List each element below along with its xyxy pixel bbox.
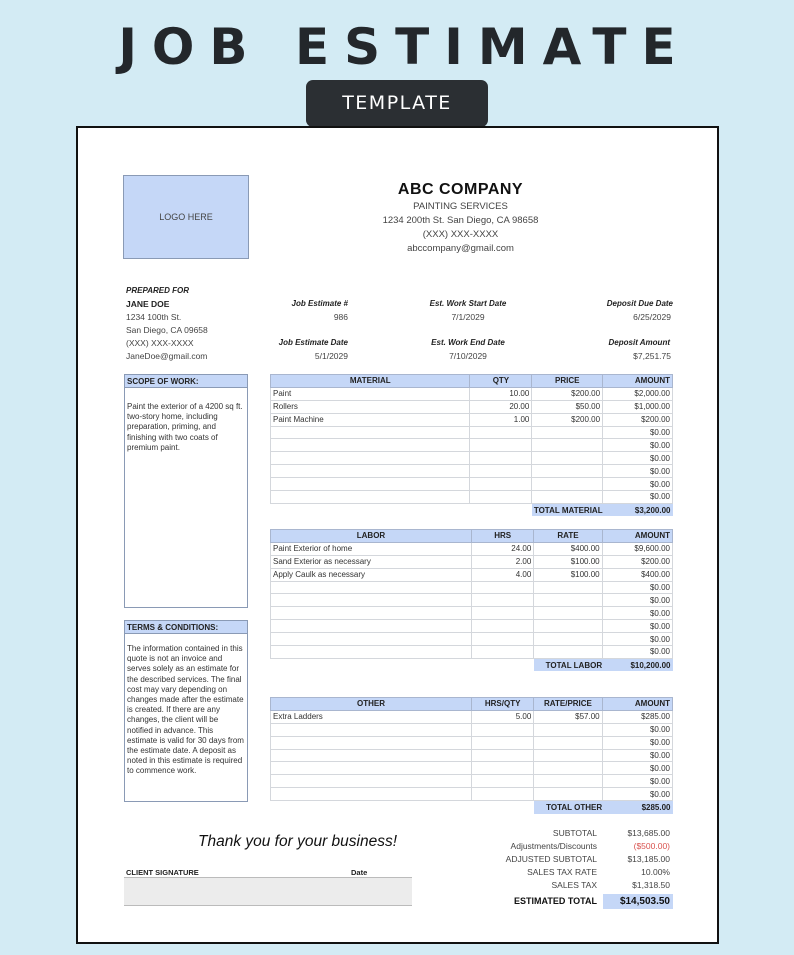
material-cell[interactable]: [271, 426, 470, 439]
other-cell[interactable]: [534, 788, 602, 801]
labor-cell[interactable]: $0.00: [602, 646, 672, 659]
material-cell[interactable]: [532, 478, 603, 491]
terms-panel: [124, 620, 248, 802]
labor-cell[interactable]: 4.00: [472, 568, 534, 581]
other-cell[interactable]: $0.00: [602, 788, 672, 801]
other-cell[interactable]: [472, 788, 534, 801]
material-cell[interactable]: [271, 465, 470, 478]
other-cell[interactable]: [271, 775, 472, 788]
other-col-header: HRS/QTY: [472, 698, 534, 711]
material-cell[interactable]: $1,000.00: [603, 400, 673, 413]
table-row: [271, 568, 673, 581]
material-cell[interactable]: $0.00: [603, 426, 673, 439]
other-cell[interactable]: [271, 762, 472, 775]
company-phone: (XXX) XXX-XXXX: [422, 229, 499, 240]
signature-date-label: Date: [351, 868, 368, 877]
tax-rate-value[interactable]: 10.00%: [641, 867, 670, 877]
material-cell[interactable]: [532, 439, 603, 452]
other-cell[interactable]: [472, 762, 534, 775]
company-header: [328, 180, 593, 256]
material-col-header: MATERIAL: [271, 375, 470, 388]
deposit-due-date[interactable]: 6/25/2029: [633, 312, 671, 322]
material-cell[interactable]: Paint Machine: [271, 413, 470, 426]
labor-cell[interactable]: $0.00: [602, 594, 672, 607]
labor-cell[interactable]: 24.00: [472, 542, 534, 555]
sales-tax-row: [478, 879, 673, 892]
other-cell[interactable]: $0.00: [602, 736, 672, 749]
company-name: ABC COMPANY: [397, 181, 524, 198]
material-cell[interactable]: Rollers: [271, 400, 470, 413]
material-cell[interactable]: $200.00: [603, 413, 673, 426]
material-cell[interactable]: [271, 439, 470, 452]
estimated-total-label: ESTIMATED TOTAL: [514, 896, 597, 906]
labor-cell[interactable]: [271, 607, 472, 620]
material-col-header: QTY: [470, 375, 532, 388]
table-row: [271, 439, 673, 452]
other-total-label: TOTAL OTHER: [534, 801, 602, 814]
other-table: [270, 697, 673, 814]
table-row: [271, 400, 673, 413]
labor-cell[interactable]: $0.00: [602, 581, 672, 594]
banner-title: JOB ESTIMATE: [118, 18, 691, 76]
labor-cell[interactable]: Apply Caulk as necessary: [271, 568, 472, 581]
labor-cell[interactable]: Sand Exterior as necessary: [271, 555, 472, 568]
other-cell[interactable]: $0.00: [602, 775, 672, 788]
material-cell[interactable]: [271, 491, 470, 504]
material-cell[interactable]: [470, 491, 532, 504]
material-cell[interactable]: [470, 465, 532, 478]
material-cell[interactable]: [470, 439, 532, 452]
other-col-header: RATE/PRICE: [534, 698, 602, 711]
labor-cell[interactable]: $100.00: [534, 568, 602, 581]
material-cell[interactable]: $0.00: [603, 478, 673, 491]
labor-cell[interactable]: [472, 594, 534, 607]
deposit-amount-label: Deposit Amount: [608, 338, 670, 347]
company-address: 1234 200th St. San Diego, CA 98658: [382, 215, 539, 226]
material-cell[interactable]: [532, 465, 603, 478]
material-table: [270, 374, 673, 516]
material-total-label: TOTAL MATERIAL: [532, 503, 603, 516]
client-email: JaneDoe@gmail.com: [126, 351, 208, 361]
table-row: [271, 788, 673, 801]
start-date-label: Est. Work Start Date: [429, 299, 507, 308]
labor-total-row: [271, 658, 673, 671]
labor-col-header: LABOR: [271, 530, 472, 543]
adjusted-subtotal-value: $13,185.00: [627, 854, 670, 864]
end-date[interactable]: 7/10/2029: [449, 351, 487, 361]
estimate-date-label: Job Estimate Date: [278, 338, 348, 347]
scope-text[interactable]: Paint the exterior of a 4200 sq ft. two-story home, including preparation, priming, and finishing with two coats of premium paint.: [127, 402, 243, 452]
sales-tax-value: $1,318.50: [632, 880, 670, 890]
other-cell[interactable]: 5.00: [472, 710, 534, 723]
table-row: [271, 581, 673, 594]
labor-cell[interactable]: $200.00: [602, 555, 672, 568]
scope-heading: SCOPE OF WORK:: [125, 375, 247, 388]
other-cell[interactable]: $0.00: [602, 762, 672, 775]
other-cell[interactable]: [534, 749, 602, 762]
table-row: [271, 762, 673, 775]
material-cell[interactable]: $200.00: [532, 413, 603, 426]
adjustments-label: Adjustments/Discounts: [510, 841, 597, 851]
labor-cell[interactable]: [271, 581, 472, 594]
terms-heading: TERMS & CONDITIONS:: [125, 621, 247, 634]
signature-label: CLIENT SIGNATURE: [126, 868, 199, 877]
table-row: [271, 542, 673, 555]
table-row: [271, 620, 673, 633]
labor-cell[interactable]: $0.00: [602, 620, 672, 633]
labor-cell[interactable]: [534, 646, 602, 659]
labor-cell[interactable]: [271, 594, 472, 607]
scope-of-work-panel: [124, 374, 248, 608]
logo-placeholder[interactable]: LOGO HERE: [123, 175, 249, 259]
job-number[interactable]: 986: [333, 312, 348, 322]
company-service: PAINTING SERVICES: [413, 201, 508, 212]
labor-cell[interactable]: $0.00: [602, 633, 672, 646]
estimate-date[interactable]: 5/1/2029: [314, 351, 348, 361]
labor-cell[interactable]: [534, 620, 602, 633]
material-cell[interactable]: $2,000.00: [603, 387, 673, 400]
table-row: [271, 413, 673, 426]
labor-cell[interactable]: 2.00: [472, 555, 534, 568]
material-cell[interactable]: [470, 452, 532, 465]
adjusted-subtotal-label: ADJUSTED SUBTOTAL: [505, 854, 597, 864]
labor-cell[interactable]: $400.00: [534, 542, 602, 555]
labor-cell[interactable]: $0.00: [602, 607, 672, 620]
other-cell[interactable]: [534, 762, 602, 775]
table-row: [271, 723, 673, 736]
other-col-header: AMOUNT: [602, 698, 672, 711]
labor-col-header: RATE: [534, 530, 602, 543]
other-cell[interactable]: [472, 749, 534, 762]
labor-cell[interactable]: [534, 633, 602, 646]
prepared-for-heading: PREPARED FOR: [126, 286, 189, 295]
other-cell[interactable]: [271, 788, 472, 801]
material-col-header: PRICE: [532, 375, 603, 388]
material-cell[interactable]: [532, 491, 603, 504]
table-row: [271, 465, 673, 478]
labor-cell[interactable]: [534, 581, 602, 594]
adjustments-value[interactable]: ($500.00): [633, 841, 670, 851]
material-total-value: $3,200.00: [603, 503, 673, 516]
labor-cell[interactable]: [472, 607, 534, 620]
material-cell[interactable]: $0.00: [603, 465, 673, 478]
other-cell[interactable]: $0.00: [602, 723, 672, 736]
other-cell[interactable]: [534, 775, 602, 788]
estimated-total-row: [478, 894, 673, 909]
subtotal-value: $13,685.00: [627, 828, 670, 838]
material-cell[interactable]: $50.00: [532, 400, 603, 413]
labor-col-header: HRS: [472, 530, 534, 543]
other-cell[interactable]: [534, 736, 602, 749]
job-number-label: Job Estimate #: [291, 299, 348, 308]
table-row: [271, 452, 673, 465]
other-total-value: $285.00: [602, 801, 672, 814]
material-cell[interactable]: $0.00: [603, 452, 673, 465]
thank-you-message: Thank you for your business!: [198, 833, 398, 850]
other-cell[interactable]: [271, 736, 472, 749]
table-row: [271, 775, 673, 788]
deposit-due-label: Deposit Due Date: [606, 299, 673, 308]
terms-text[interactable]: The information contained in this quote is not an invoice and serves solely as an estimate for the described services. The final cost may vary depending on changes made after the estimate is created. If there are any changes, the client will be notified in advance. This estimate is valid for 30 days from the estimate date. A deposit as noted in this estimate is required to commence work.: [127, 644, 244, 776]
other-cell[interactable]: [534, 723, 602, 736]
subtotal-row: [478, 827, 673, 840]
table-row: [271, 646, 673, 659]
summary-block: [478, 827, 673, 909]
end-date-label: Est. Work End Date: [431, 338, 505, 347]
material-cell[interactable]: 10.00: [470, 387, 532, 400]
other-cell[interactable]: [472, 736, 534, 749]
labor-cell[interactable]: [472, 620, 534, 633]
material-cell[interactable]: [532, 452, 603, 465]
labor-cell[interactable]: [472, 633, 534, 646]
adjustments-row: [478, 840, 673, 853]
material-cell[interactable]: [470, 478, 532, 491]
material-cell[interactable]: 20.00: [470, 400, 532, 413]
other-col-header: OTHER: [271, 698, 472, 711]
client-street: 1234 100th St.: [126, 312, 182, 322]
table-row: [271, 736, 673, 749]
client-phone: (XXX) XXX-XXXX: [126, 338, 194, 348]
material-cell[interactable]: 1.00: [470, 413, 532, 426]
labor-cell[interactable]: [271, 620, 472, 633]
other-cell[interactable]: $0.00: [602, 749, 672, 762]
labor-table: [270, 529, 673, 671]
labor-col-header: AMOUNT: [602, 530, 672, 543]
estimate-sheet: [76, 126, 719, 944]
material-cell[interactable]: $0.00: [603, 491, 673, 504]
material-cell[interactable]: [271, 478, 470, 491]
subtotal-label: SUBTOTAL: [552, 828, 597, 838]
labor-cell[interactable]: $9,600.00: [602, 542, 672, 555]
banner-subtitle: TEMPLATE: [306, 80, 488, 127]
table-row: [271, 555, 673, 568]
labor-cell[interactable]: [271, 646, 472, 659]
other-cell[interactable]: [271, 723, 472, 736]
labor-cell[interactable]: [472, 646, 534, 659]
tax-rate-label: SALES TAX RATE: [527, 867, 597, 877]
company-email: abccompany@gmail.com: [407, 243, 514, 254]
table-row: [271, 594, 673, 607]
deposit-amount[interactable]: $7,251.75: [633, 351, 671, 361]
client-name: JANE DOE: [126, 299, 170, 309]
material-cell[interactable]: Paint: [271, 387, 470, 400]
table-row: [271, 478, 673, 491]
material-col-header: AMOUNT: [603, 375, 673, 388]
table-row: [271, 749, 673, 762]
other-cell[interactable]: Extra Ladders: [271, 710, 472, 723]
other-header-row: [271, 698, 673, 711]
other-cell[interactable]: $57.00: [534, 710, 602, 723]
other-cell[interactable]: [271, 749, 472, 762]
start-date[interactable]: 7/1/2029: [451, 312, 485, 322]
labor-cell[interactable]: Paint Exterior of home: [271, 542, 472, 555]
labor-total-value: $10,200.00: [602, 658, 672, 671]
material-cell[interactable]: $200.00: [532, 387, 603, 400]
labor-cell[interactable]: [534, 594, 602, 607]
labor-cell[interactable]: [472, 581, 534, 594]
material-cell[interactable]: $0.00: [603, 439, 673, 452]
other-cell[interactable]: $285.00: [602, 710, 672, 723]
table-row: [271, 426, 673, 439]
labor-total-label: TOTAL LABOR: [534, 658, 602, 671]
tax-rate-row: [478, 866, 673, 879]
table-row: [271, 633, 673, 646]
other-total-row: [271, 801, 673, 814]
material-cell[interactable]: [271, 452, 470, 465]
labor-header-row: [271, 530, 673, 543]
labor-cell[interactable]: [271, 633, 472, 646]
other-cell[interactable]: [472, 775, 534, 788]
sales-tax-label: SALES TAX: [551, 880, 597, 890]
table-row: [271, 710, 673, 723]
labor-cell[interactable]: $400.00: [602, 568, 672, 581]
table-row: [271, 491, 673, 504]
table-row: [271, 607, 673, 620]
labor-cell[interactable]: [534, 607, 602, 620]
material-cell[interactable]: [470, 426, 532, 439]
client-city: San Diego, CA 09658: [126, 325, 208, 335]
material-cell[interactable]: [532, 426, 603, 439]
signature-field[interactable]: [124, 877, 412, 906]
other-cell[interactable]: [472, 723, 534, 736]
table-row: [271, 387, 673, 400]
material-total-row: [271, 503, 673, 516]
estimated-total-value: $14,503.50: [603, 894, 673, 909]
material-header-row: [271, 375, 673, 388]
labor-cell[interactable]: $100.00: [534, 555, 602, 568]
adjusted-subtotal-row: [478, 853, 673, 866]
